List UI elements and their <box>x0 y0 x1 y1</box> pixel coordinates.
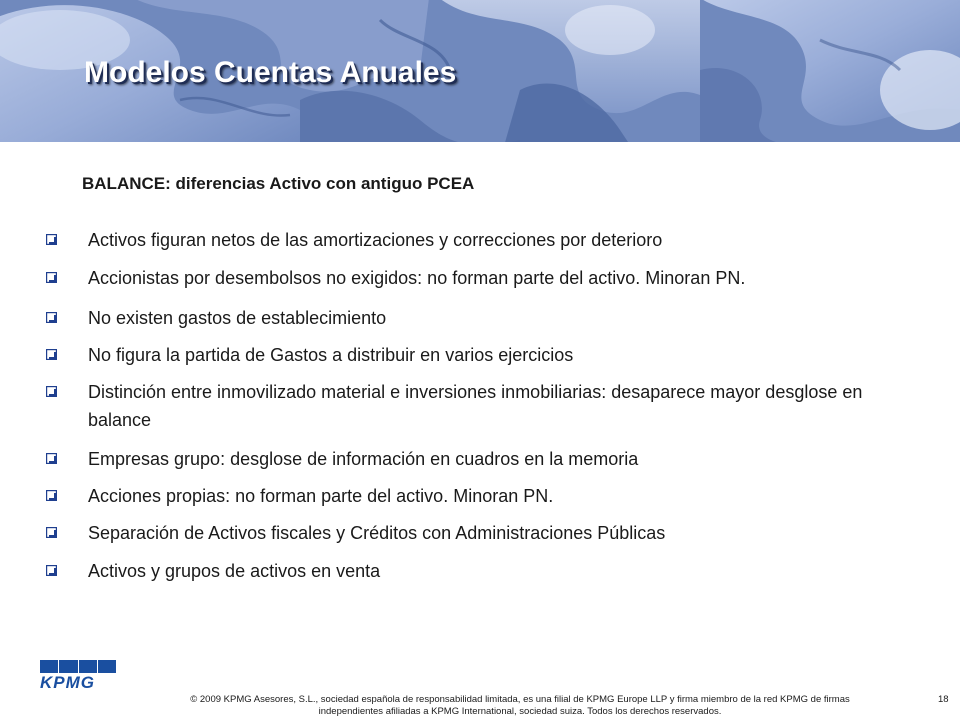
bullet-text: Acciones propias: no forman parte del activo. Minoran PN. <box>88 486 554 506</box>
bullet-text: Empresas grupo: desglose de información en cuadros en la memoria <box>88 449 639 469</box>
copyright-line-2: independientes afiliadas a KPMG International, sociedad suiza. Todos los derechos reservados. <box>318 706 722 717</box>
bullet-text: No existen gastos de establecimiento <box>88 308 387 328</box>
checkbox-bullet-icon <box>46 453 57 464</box>
bullet-text: Distinción entre inmovilizado material e inversiones inmobiliarias: desaparece mayor desglose en balance <box>88 382 863 430</box>
checkbox-bullet-icon <box>46 272 57 283</box>
bullet-text: Activos figuran netos de las amortizaciones y correcciones por deterioro <box>88 230 663 250</box>
kpmg-logo <box>40 660 116 690</box>
checkbox-bullet-icon <box>46 234 57 245</box>
copyright-line-1: © 2009 KPMG Asesores, S.L., sociedad española de responsabilidad limitada, es una filial de KPMG Europe LLP y firma miembro de la red KPMG de firmas <box>190 694 850 705</box>
checkbox-bullet-icon <box>46 565 57 576</box>
checkbox-bullet-icon <box>46 386 57 397</box>
page-title: Modelos Cuentas Anuales <box>84 56 457 89</box>
page-number: 18 <box>938 694 949 705</box>
bullet-text: Separación de Activos fiscales y Créditos con Administraciones Públicas <box>88 523 666 543</box>
section-heading: BALANCE: diferencias Activo con antiguo PCEA <box>82 174 475 193</box>
copyright-notice <box>140 694 900 718</box>
header-banner <box>0 0 960 142</box>
bullet-text: Accionistas por desembolsos no exigidos: no forman parte del activo. Minoran PN. <box>88 268 746 288</box>
checkbox-bullet-icon <box>46 527 57 538</box>
checkbox-bullet-icon <box>46 312 57 323</box>
logo-wordmark: KPMG <box>40 673 95 692</box>
bullet-text: Activos y grupos de activos en venta <box>88 561 381 581</box>
bullet-text: No figura la partida de Gastos a distribuir en varios ejercicios <box>88 345 574 365</box>
checkbox-bullet-icon <box>46 349 57 360</box>
logo-bars <box>40 660 116 673</box>
checkbox-bullet-icon <box>46 490 57 501</box>
